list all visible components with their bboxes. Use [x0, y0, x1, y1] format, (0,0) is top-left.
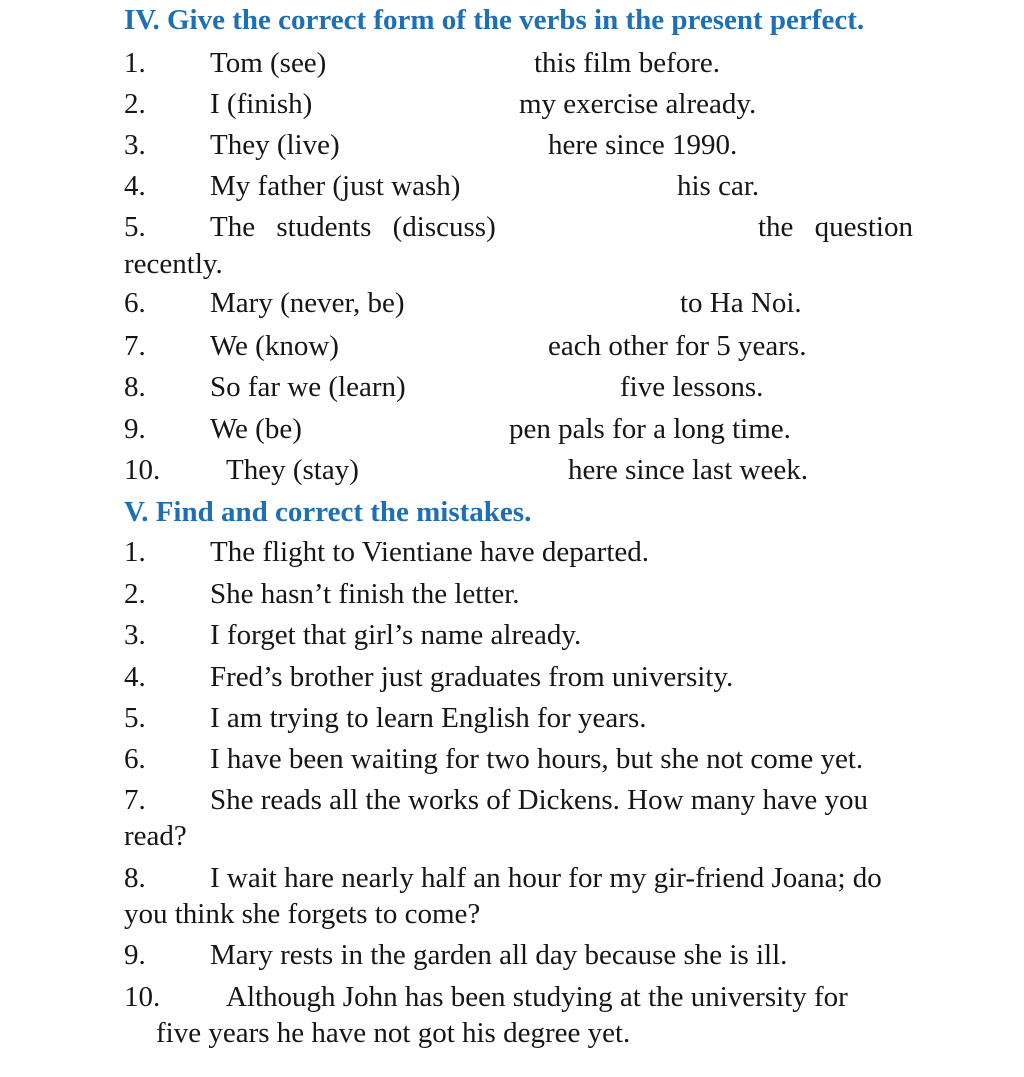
item-number: 4. — [124, 170, 146, 202]
verb-prompt: Tom (see) — [210, 47, 327, 79]
item-number: 10. — [124, 981, 161, 1013]
item-number: 5. — [124, 702, 146, 734]
item-number: 9. — [124, 413, 146, 445]
sentence: I wait hare nearly half an hour for my gir-friend Joana; do — [210, 862, 882, 894]
verb-prompt: Mary (never, be) — [210, 287, 405, 319]
verb-prompt: We (know) — [210, 330, 339, 362]
exercise-5-item-6 — [124, 741, 930, 777]
exercise-5-item-8-continuation: you think she forgets to come? — [124, 898, 481, 930]
exercise-5-item-8 — [124, 860, 930, 896]
sentence: Fred’s brother just graduates from university. — [210, 661, 734, 693]
exercise-4-item-9 — [124, 411, 930, 447]
exercise-5-item-10 — [124, 979, 930, 1015]
item-number: 2. — [124, 578, 146, 610]
item-number: 3. — [124, 619, 146, 651]
exercise-5-item-3 — [124, 617, 930, 653]
sentence-ending: five lessons. — [620, 371, 764, 403]
sentence: I have been waiting for two hours, but she not come yet. — [210, 743, 864, 775]
item-number: 10. — [124, 454, 161, 486]
item-number: 1. — [124, 47, 146, 79]
item-number: 8. — [124, 371, 146, 403]
sentence-ending: pen pals for a long time. — [509, 413, 791, 445]
verb-prompt: I (finish) — [210, 88, 313, 120]
exercise-4-item-4 — [124, 168, 930, 204]
item-number: 5. — [124, 211, 146, 243]
exercise-5-item-2 — [124, 576, 930, 612]
verb-prompt: The students (discuss) — [210, 211, 496, 243]
item-number: 2. — [124, 88, 146, 120]
exercise-5-item-7 — [124, 782, 930, 818]
exercise-4-item-8 — [124, 369, 930, 405]
item-number: 7. — [124, 784, 146, 816]
sentence: Although John has been studying at the university for — [226, 981, 848, 1013]
verb-prompt: We (be) — [210, 413, 302, 445]
exercise-4-item-5-continuation: recently. — [124, 248, 223, 280]
sentence-ending: here since 1990. — [548, 129, 738, 161]
exercise-5-item-5 — [124, 700, 930, 736]
verb-prompt: My father (just wash) — [210, 170, 461, 202]
exercise-5-item-4 — [124, 659, 930, 695]
item-number: 6. — [124, 287, 146, 319]
item-number: 7. — [124, 330, 146, 362]
sentence: She reads all the works of Dickens. How many have you — [210, 784, 868, 816]
item-number: 3. — [124, 129, 146, 161]
verb-prompt: They (live) — [210, 129, 340, 161]
section-5-title: V. Find and correct the mistakes. — [124, 496, 532, 528]
sentence-ending: my exercise already. — [519, 88, 757, 120]
exercise-4-item-3 — [124, 127, 930, 163]
exercise-4-item-5 — [124, 209, 930, 245]
item-number: 1. — [124, 536, 146, 568]
sentence: I am trying to learn English for years. — [210, 702, 647, 734]
exercise-4-item-1 — [124, 45, 930, 81]
exercise-5-item-7-continuation: read? — [124, 820, 187, 852]
sentence: She hasn’t finish the letter. — [210, 578, 520, 610]
sentence: I forget that girl’s name already. — [210, 619, 582, 651]
verb-prompt: So far we (learn) — [210, 371, 406, 403]
verb-prompt: They (stay) — [226, 454, 359, 486]
exercise-4-item-2 — [124, 86, 930, 122]
item-number: 9. — [124, 939, 146, 971]
exercise-4-item-7 — [124, 328, 930, 364]
sentence-ending: the question — [758, 211, 913, 243]
exercise-5-item-1 — [124, 534, 930, 570]
sentence-ending: each other for 5 years. — [548, 330, 807, 362]
sentence: The flight to Vientiane have departed. — [210, 536, 650, 568]
section-4-title: IV. Give the correct form of the verbs in the present perfect. — [124, 4, 865, 36]
item-number: 6. — [124, 743, 146, 775]
sentence-ending: to Ha Noi. — [680, 287, 802, 319]
sentence-ending: his car. — [677, 170, 760, 202]
sentence: Mary rests in the garden all day because she is ill. — [210, 939, 788, 971]
item-number: 8. — [124, 862, 146, 894]
exercise-5-item-9 — [124, 937, 930, 973]
sentence-ending: this film before. — [534, 47, 721, 79]
item-number: 4. — [124, 661, 146, 693]
exercise-4-item-10 — [124, 452, 930, 488]
sentence-ending: here since last week. — [568, 454, 808, 486]
exercise-5-item-10-continuation: five years he have not got his degree yet. — [156, 1017, 631, 1049]
exercise-4-item-6 — [124, 285, 930, 321]
